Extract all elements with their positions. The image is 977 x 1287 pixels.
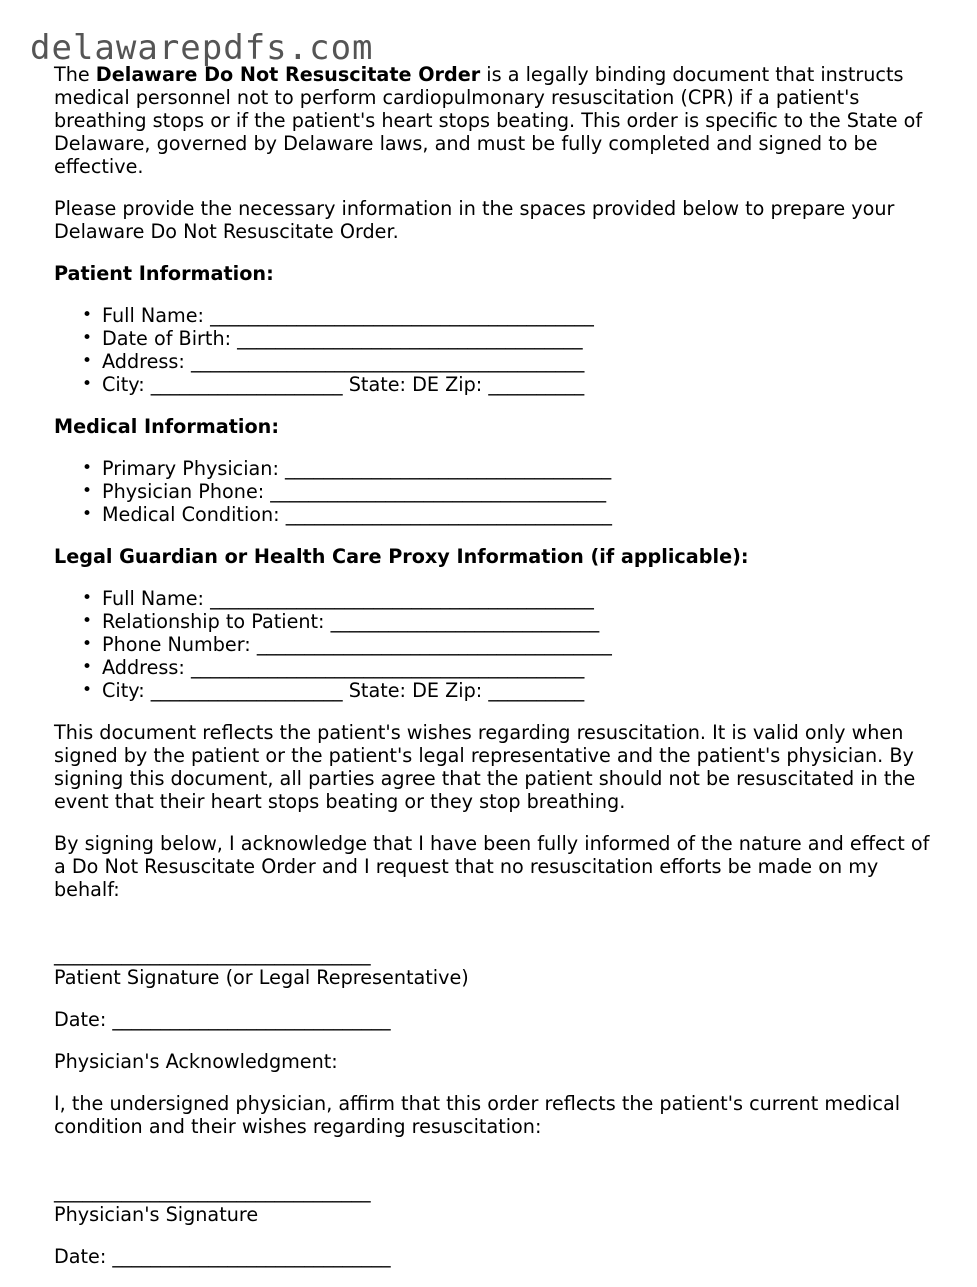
patient-signature-line[interactable]: _________________________________ bbox=[54, 943, 371, 966]
patient-city-state-zip-field[interactable]: • City: ____________________ State: DE Zip: __________ bbox=[102, 373, 934, 396]
guardian-full-name-field[interactable]: • Full Name: ________________________________________ bbox=[102, 587, 934, 610]
intro-prefix: The bbox=[54, 63, 96, 86]
guardian-fields-list bbox=[54, 587, 934, 702]
site-watermark: delawarepdfs.com bbox=[30, 28, 374, 68]
guardian-city-state-zip-field[interactable]: • City: ____________________ State: DE Zip: __________ bbox=[102, 679, 934, 702]
patient-signature-label: Patient Signature (or Legal Representative) bbox=[54, 966, 469, 989]
guardian-section-heading: Legal Guardian or Health Care Proxy Information (if applicable): bbox=[54, 545, 749, 568]
guardian-phone-field[interactable]: • Phone Number: _____________________________________ bbox=[102, 633, 934, 656]
document-title: Delaware Do Not Resuscitate Order bbox=[95, 63, 481, 86]
validity-paragraph: This document reflects the patient's wishes regarding resuscitation. It is valid only when signed by the patient or the patient's legal representative and the patient's physician. By signing this document, all parties agree that the patient should not be resuscitated in the event that their heart stops beating or they stop breathing. bbox=[54, 721, 916, 813]
physician-ack-heading: Physician's Acknowledgment: bbox=[54, 1050, 338, 1073]
patient-address-field[interactable]: • Address: _________________________________________ bbox=[102, 350, 934, 373]
intro-rest: is a legally binding document that instructs medical personnel not to perform cardiopulmonary resuscitation (CPR) if a patient's breathing stops or if the patient's heart stops beating. This order is specific to the State of Delaware, governed by Delaware laws, and must be fully completed and signed to be effective. bbox=[54, 63, 923, 178]
patient-fields-list bbox=[54, 304, 934, 396]
physician-signature-label: Physician's Signature bbox=[54, 1203, 259, 1226]
patient-section-heading: Patient Information: bbox=[54, 262, 274, 285]
medical-fields-list bbox=[54, 457, 934, 526]
physician-phone-field[interactable]: • Physician Phone: ___________________________________ bbox=[102, 480, 934, 503]
intro-paragraph bbox=[54, 63, 934, 178]
patient-signature-block bbox=[54, 943, 934, 989]
document-body bbox=[54, 63, 934, 1287]
physician-affirm-paragraph: I, the undersigned physician, affirm that this order reflects the patient's current medical condition and their wishes regarding resuscitation: bbox=[54, 1092, 901, 1138]
acknowledgment-paragraph: By signing below, I acknowledge that I have been fully informed of the nature and effect of a Do Not Resuscitate Order and I request that no resuscitation efforts be made on my behalf: bbox=[54, 832, 930, 901]
physician-signature-block bbox=[54, 1180, 934, 1226]
physician-date-field[interactable]: Date: _____________________________ bbox=[54, 1245, 391, 1268]
guardian-relationship-field[interactable]: • Relationship to Patient: ____________________________ bbox=[102, 610, 934, 633]
medical-condition-field[interactable]: • Medical Condition: __________________________________ bbox=[102, 503, 934, 526]
patient-full-name-field[interactable]: • Full Name: ________________________________________ bbox=[102, 304, 934, 327]
patient-dob-field[interactable]: • Date of Birth: ____________________________________ bbox=[102, 327, 934, 350]
instructions-paragraph: Please provide the necessary information in the spaces provided below to prepare your Delaware Do Not Resuscitate Order. bbox=[54, 197, 895, 243]
patient-date-field[interactable]: Date: _____________________________ bbox=[54, 1008, 391, 1031]
guardian-address-field[interactable]: • Address: _________________________________________ bbox=[102, 656, 934, 679]
medical-section-heading: Medical Information: bbox=[54, 415, 279, 438]
physician-signature-line[interactable]: _________________________________ bbox=[54, 1180, 371, 1203]
primary-physician-field[interactable]: • Primary Physician: __________________________________ bbox=[102, 457, 934, 480]
